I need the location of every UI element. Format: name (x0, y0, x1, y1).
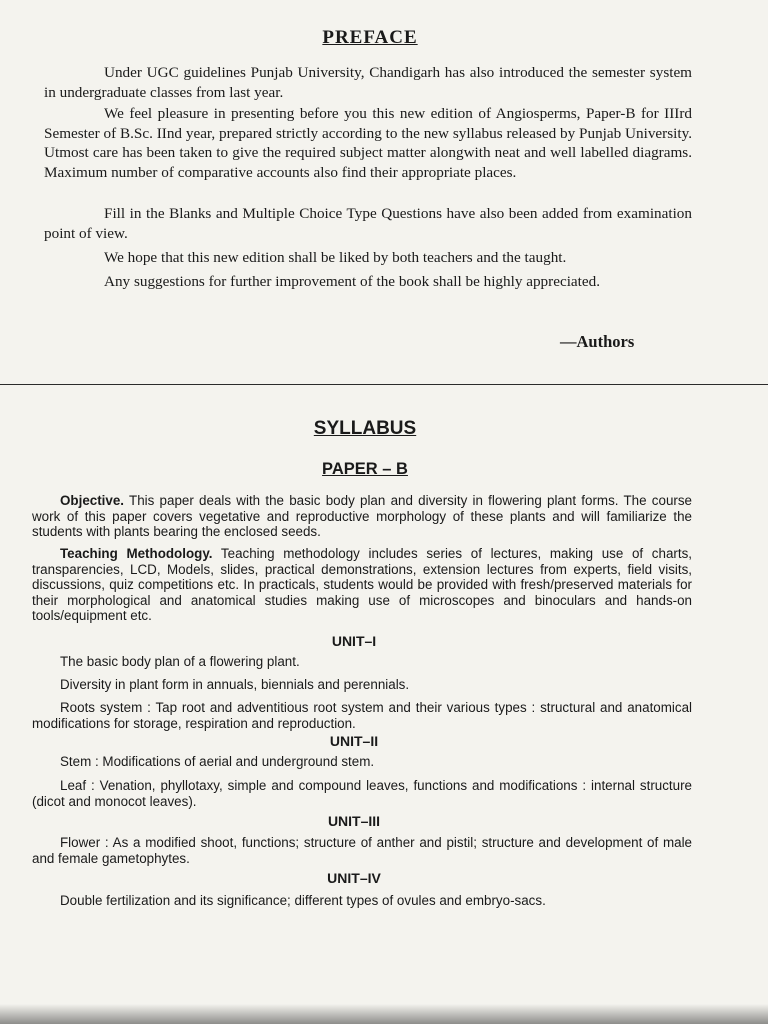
unit-heading: UNIT–I (331, 633, 377, 649)
unit-item: Stem : Modifications of aerial and underground stem. (60, 754, 375, 769)
syllabus-title: SYLLABUS (313, 418, 417, 439)
methodology-paragraph (32, 546, 692, 624)
preface-paragraph: Any suggestions for further improvement of the book shall be highly appreciated. (104, 273, 601, 290)
paper-title: PAPER – B (322, 460, 408, 478)
unit-item: Leaf : Venation, phyllotaxy, simple and compound leaves, functions and modifications : internal structure (dicot and monocot leaves). (32, 778, 692, 809)
objective-label: Objective. (60, 493, 125, 508)
page-edge-shadow (0, 1004, 768, 1024)
unit-item: Flower : As a modified shoot, functions; structure of anther and pistil; structure and development of male and female gametophytes. (32, 835, 692, 866)
methodology-label: Teaching Methodology. (60, 546, 213, 561)
preface-paragraph: We hope that this new edition shall be liked by both teachers and the taught. (104, 249, 567, 266)
preface-title: PREFACE (322, 27, 418, 48)
unit-item: Diversity in plant form in annuals, biennials and perennials. (60, 677, 410, 692)
unit-item: The basic body plan of a flowering plant. (60, 654, 300, 669)
preface-signature: —Authors (560, 332, 635, 351)
objective-text: This paper deals with the basic body plan and diversity in flowering plant forms. The course work of this paper covers vegetative and reproductive morphology of these plants and will familiarize the students with plants bearing the enclosed seeds. (32, 493, 692, 540)
unit-item: Roots system : Tap root and adventitious root system and their various types : structural and anatomical modifications for storage, respiration and reproduction. (32, 700, 692, 731)
objective-paragraph (32, 493, 692, 540)
preface-paragraph: We feel pleasure in presenting before you this new edition of Angiosperms, Paper-B for IIIrd Semester of B.Sc. IInd year, prepared strictly according to the new syllabus released by Punjab University. Utmost care has been taken to give the required subject matter alongwith neat and well labelled diagrams. Maximum number of comparative accounts also find their appropriate places. (44, 105, 692, 181)
preface-paragraph: Under UGC guidelines Punjab University, Chandigarh has also introduced the semester system in undergraduate classes from last year. (44, 64, 692, 101)
preface-paragraph: Fill in the Blanks and Multiple Choice Type Questions have also been added from examination point of view. (44, 205, 692, 242)
unit-heading: UNIT–IV (327, 870, 381, 886)
methodology-text: Teaching methodology includes series of lectures, making use of charts, transparencies, LCD, Models, slides, practical demonstrations, extension lectures from experts, field visits, discussions, quiz competitions etc. In practicals, students would be provided with fresh/preserved materials for their morphological and anatomical studies making use of microscopes and binoculars and hands-on tools/equipment etc. (32, 546, 692, 624)
unit-heading: UNIT–II (329, 733, 379, 749)
unit-item: Double fertilization and its significance; different types of ovules and embryo-sacs. (60, 893, 546, 908)
unit-heading: UNIT–III (327, 813, 381, 829)
section-divider (0, 384, 768, 385)
